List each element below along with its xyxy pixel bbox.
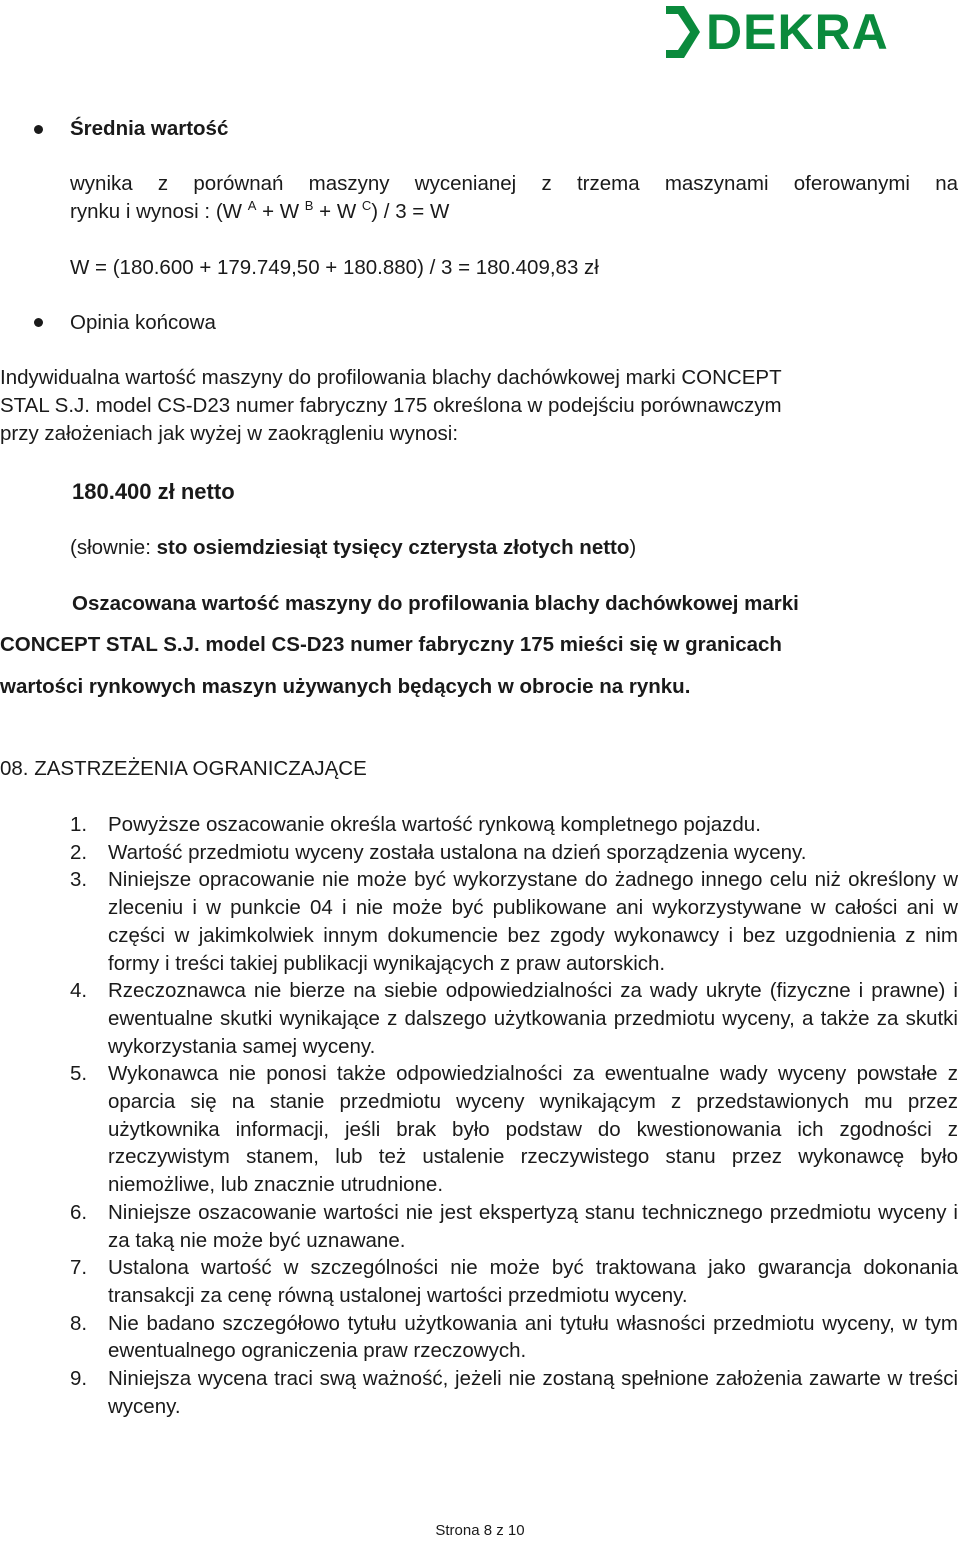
list-item-text: Powyższe oszacowanie określa wartość rynkową kompletnego pojazdu. bbox=[108, 813, 761, 836]
list-item bbox=[70, 1060, 958, 1199]
avg-paragraph-line1: wynika z porównań maszyny wycenianej z trzema maszynami oferowanymi na bbox=[70, 172, 958, 195]
list-item bbox=[70, 811, 958, 839]
list-item-text: Niniejsza wycena traci swą ważność, jeżeli nie zostaną spełnione założenia zawarte w treści wyceny. bbox=[108, 1367, 958, 1418]
avg-text: + W bbox=[313, 200, 362, 223]
restrictions-list bbox=[70, 811, 958, 1420]
dekra-logo bbox=[662, 4, 902, 60]
list-item-number: 7. bbox=[70, 1256, 88, 1280]
list-item-text: Niniejsze oszacowanie wartości nie jest ekspertyzą stanu technicznego przedmiotu wyceny i za taką nie może być uznawane. bbox=[108, 1200, 958, 1252]
avg-text: rynku i wynosi : (W bbox=[70, 200, 248, 223]
dekra-mark-icon bbox=[662, 4, 702, 60]
list-item-number: 2. bbox=[70, 840, 88, 864]
avg-paragraph-line2 bbox=[70, 198, 449, 226]
list-item-text: Rzeczoznawca nie bierze na siebie odpowiedzialności za wady ukryte (fizyczne i prawne) i ewentualne skutki wynikające z dalszego użytkowania przedmiotu wyceny, a także za skutki wykorzystania samej wyceny. bbox=[108, 979, 958, 1058]
conclusion-line1: Oszacowana wartość maszyny do profilowania blachy dachówkowej marki bbox=[72, 592, 799, 615]
avg-text: ) / 3 = W bbox=[371, 200, 450, 223]
list-item-number: 1. bbox=[70, 813, 88, 836]
words-suffix: ) bbox=[629, 536, 637, 559]
list-item bbox=[70, 839, 958, 867]
conclusion-line3: wartości rynkowych maszyn używanych będących w obrocie na rynku. bbox=[0, 675, 691, 698]
list-item bbox=[70, 977, 958, 1060]
list-item bbox=[70, 1310, 958, 1365]
page-number: Strona 8 z 10 bbox=[435, 1522, 525, 1539]
words-amount: sto osiemdziesiąt tysięcy czterysta złotych netto bbox=[156, 536, 630, 559]
list-item-number: 3. bbox=[70, 868, 88, 892]
list-item-text: Nie badano szczegółowo tytułu użytkowania ani tytułu własności przedmiotu wyceny, w tym ewentualnego ograniczenia praw rzeczowych. bbox=[108, 1311, 958, 1363]
list-item bbox=[70, 1365, 958, 1420]
final-para-line2: STAL S.J. model CS-D23 numer fabryczny 175 określona w podejściu porównawczym bbox=[0, 394, 782, 417]
list-item-text: Wykonawca nie ponosi także odpowiedzialności za ewentualne wady wyceny powstałe z oparcia się na stanie przedmiotu wyceny wynikającym z przedstawionych mu przez użytkownika informacji, jeśli brak było podstaw do kwestionowania ich zgodności z rzeczywistym stanem, lub też ustalenie rzeczywistego stanu przez wykonawcę było niemożliwe, lub znacznie utrudnione. bbox=[108, 1062, 958, 1197]
list-item-number: 8. bbox=[70, 1311, 88, 1335]
section-heading-08: 08. ZASTRZEŻENIA OGRANICZAJĄCE bbox=[0, 757, 367, 780]
bullet-icon bbox=[34, 125, 43, 134]
list-item bbox=[70, 1254, 958, 1309]
final-para-line3: przy założeniach jak wyżej w zaokrągleniu wynosi: bbox=[0, 422, 459, 445]
logo-wordmark: DEKRA bbox=[706, 4, 889, 60]
sup-a: A bbox=[247, 198, 257, 214]
list-item bbox=[70, 1199, 958, 1254]
avg-formula: W = (180.600 + 179.749,50 + 180.880) / 3 = 180.409,83 zł bbox=[70, 256, 599, 279]
avg-text: + W bbox=[256, 200, 305, 223]
list-item-number: 6. bbox=[70, 1200, 88, 1224]
section-heading-average: Średnia wartość bbox=[70, 117, 229, 140]
final-value: 180.400 zł netto bbox=[72, 479, 235, 504]
sup-c: C bbox=[361, 198, 372, 214]
list-item-text: Ustalona wartość w szczególności nie może być traktowana jako gwarancja dokonania transakcji za cenę równą ustalonej wartości przedmiotu wyceny. bbox=[108, 1256, 958, 1307]
list-item bbox=[70, 866, 958, 977]
list-item-number: 5. bbox=[70, 1062, 88, 1086]
bullet-icon bbox=[34, 318, 43, 327]
list-item-text: Niniejsze opracowanie nie może być wykorzystane do żadnego innego celu niż określony w zleceniu i w punkcie 04 i nie może być publikowane ani wykorzystywane w całości ani w części w jakimkolwiek innym dokumencie bez zgody wykonawcy i bez uzgodnienia z nim formy i treści takiej publikacji wynikających z praw autorskich. bbox=[108, 868, 958, 975]
words-prefix: (słownie: bbox=[70, 536, 157, 559]
list-item-text: Wartość przedmiotu wyceny została ustalona na dzień sporządzenia wyceny. bbox=[108, 840, 807, 864]
final-value-in-words bbox=[70, 534, 636, 562]
sup-b: B bbox=[304, 198, 314, 214]
final-para-line1: Indywidualna wartość maszyny do profilowania blachy dachówkowej marki CONCEPT bbox=[0, 366, 782, 389]
list-item-number: 9. bbox=[70, 1367, 88, 1391]
section-heading-final: Opinia końcowa bbox=[70, 311, 216, 334]
list-item-number: 4. bbox=[70, 979, 88, 1003]
conclusion-line2: CONCEPT STAL S.J. model CS-D23 numer fabryczny 175 mieści się w granicach bbox=[0, 633, 782, 656]
